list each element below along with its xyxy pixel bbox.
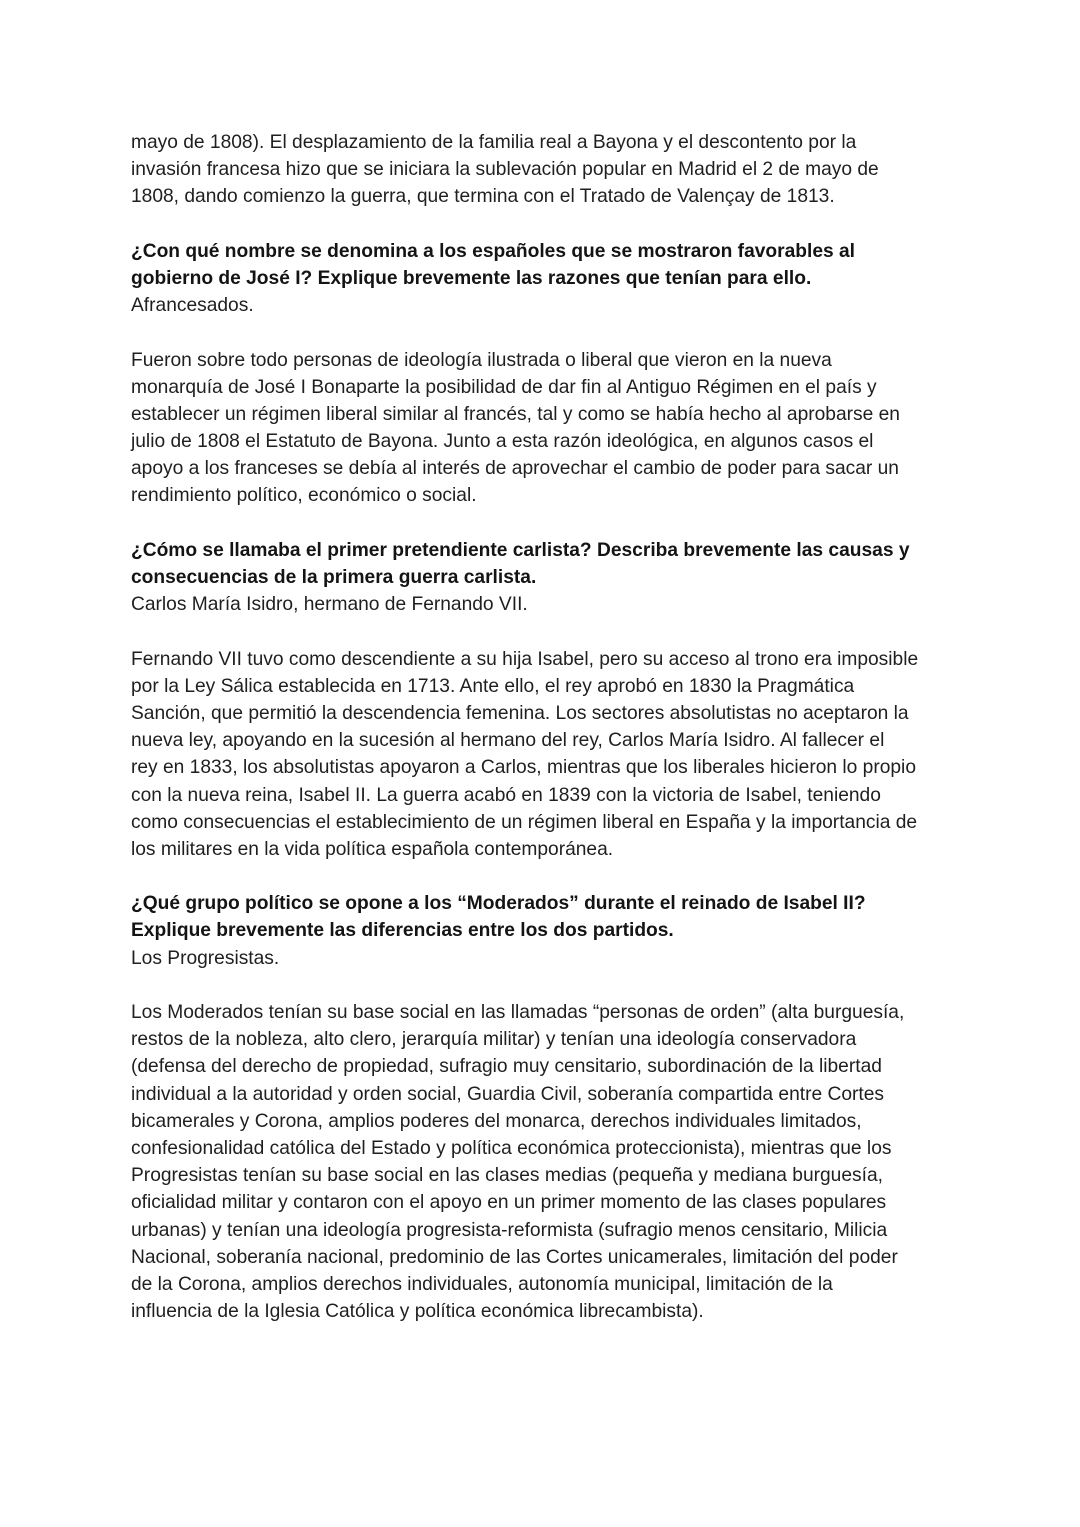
paragraph-spacer (131, 618, 961, 645)
paragraph-text-line: confesionalidad católica del Estado y política económica proteccionista), mientras que los (131, 1137, 892, 1159)
paragraph-text-line: Fueron sobre todo personas de ideología ilustrada o liberal que vieron en la nueva (131, 349, 832, 371)
paragraph-spacer (131, 211, 961, 238)
paragraph-text-line: con la nueva reina, Isabel II. La guerra acabó en 1839 con la victoria de Isabel, teniendo (131, 784, 881, 806)
question-block (131, 537, 961, 619)
paragraph-text-line: invasión francesa hizo que se iniciara la sublevación popular en Madrid el 2 de mayo de (131, 159, 879, 181)
paragraph-text-line: Los Moderados tenían su base social en las llamadas “personas de orden” (alta burguesía, (131, 1002, 905, 1023)
paragraph-text-line: julio de 1808 el Estatuto de Bayona. Junto a esta razón ideológica, en algunos casos el (131, 431, 874, 453)
question-text-line: ¿Con qué nombre se denomina a los españoles que se mostraron favorables al (131, 240, 855, 262)
paragraph-text-line: influencia de la Iglesia Católica y política económica librecambista). (131, 1301, 704, 1323)
paragraph-spacer (131, 863, 961, 890)
paragraph-text-line: (defensa del derecho de propiedad, sufragio muy censitario, subordinación de la libertad (131, 1056, 882, 1078)
question-text-line: ¿Cómo se llamaba el primer pretendiente carlista? Describa brevemente las causas y (131, 539, 910, 561)
paragraph-text-line: los militares en la vida política española contemporánea. (131, 838, 614, 860)
question-block (131, 238, 961, 320)
document-page (131, 129, 961, 1325)
answer-text-line: Carlos María Isidro, hermano de Fernando VII. (131, 594, 528, 616)
body-paragraph (131, 646, 961, 864)
paragraph-text-line: mayo de 1808). El desplazamiento de la familia real a Bayona y el descontento por la (131, 132, 857, 153)
paragraph-text-line: de la Corona, amplios derechos individuales, autonomía municipal, limitación de la (131, 1273, 833, 1295)
paragraph-text-line: Sanción, que permitió la descendencia femenina. Los sectores absolutistas no aceptaron la (131, 702, 909, 724)
answer-text-line: Afrancesados. (131, 295, 254, 317)
paragraph-text-line: rey en 1833, los absolutistas apoyaron a Carlos, mientras que los liberales hicieron lo propio (131, 757, 916, 779)
paragraph-spacer (131, 510, 961, 537)
paragraph-text-line: oficialidad militar y contaron con el apoyo en un primer momento de las clases populares (131, 1192, 887, 1214)
paragraph-text-line: nueva ley, apoyando en la sucesión al hermano del rey, Carlos María Isidro. Al fallecer el (131, 730, 885, 752)
answer-text-line: Los Progresistas. (131, 947, 280, 969)
paragraph-spacer (131, 972, 961, 999)
question-text-line: Explique brevemente las diferencias entre los dos partidos. (131, 920, 674, 942)
paragraph-text-line: restos de la nobleza, alto clero, jerarquía militar) y tenían una ideología conservadora (131, 1029, 857, 1051)
body-paragraph (131, 129, 961, 211)
paragraph-text-line: como consecuencias el establecimiento de un régimen liberal en España y la importancia de (131, 811, 918, 833)
paragraph-text-line: por la Ley Sálica establecida en 1713. Ante ello, el rey aprobó en 1830 la Pragmática (131, 675, 855, 697)
question-text-line: consecuencias de la primera guerra carlista. (131, 567, 537, 588)
paragraph-text-line: apoyo a los franceses se debía al interés de aprovechar el cambio de poder para sacar un (131, 458, 899, 480)
paragraph-text-line: individual a la autoridad y orden social, Guardia Civil, soberanía compartida entre Cortes (131, 1083, 884, 1105)
body-paragraph (131, 347, 961, 510)
paragraph-spacer (131, 319, 961, 346)
paragraph-text-line: monarquía de José I Bonaparte la posibilidad de dar fin al Antiguo Régimen en el país y (131, 376, 877, 398)
paragraph-text-line: Fernando VII tuvo como descendiente a su hija Isabel, pero su acceso al trono era imposible (131, 648, 919, 670)
paragraph-text-line: Nacional, soberanía nacional, predominio de las Cortes unicamerales, limitación del poder (131, 1246, 898, 1268)
paragraph-text-line: Progresistas tenían su base social en las clases medias (pequeña y mediana burguesía, (131, 1165, 883, 1187)
paragraph-text-line: bicamerales y Corona, amplios poderes del monarca, derechos individuales limitados, (131, 1110, 862, 1132)
paragraph-text-line: rendimiento político, económico o social. (131, 485, 477, 507)
question-block (131, 890, 961, 972)
paragraph-text-line: establecer un régimen liberal similar al francés, tal y como se había hecho al aprobarse en (131, 403, 900, 425)
document-body (131, 129, 961, 1325)
body-paragraph (131, 999, 961, 1325)
paragraph-text-line: 1808, dando comienzo la guerra, que termina con el Tratado de Valençay de 1813. (131, 186, 835, 208)
question-text-line: ¿Qué grupo político se opone a los “Moderados” durante el reinado de Isabel II? (131, 893, 866, 915)
question-text-line: gobierno de José I? Explique brevemente las razones que tenían para ello. (131, 267, 812, 289)
paragraph-text-line: urbanas) y tenían una ideología progresista-reformista (sufragio menos censitario, Milicia (131, 1219, 888, 1241)
